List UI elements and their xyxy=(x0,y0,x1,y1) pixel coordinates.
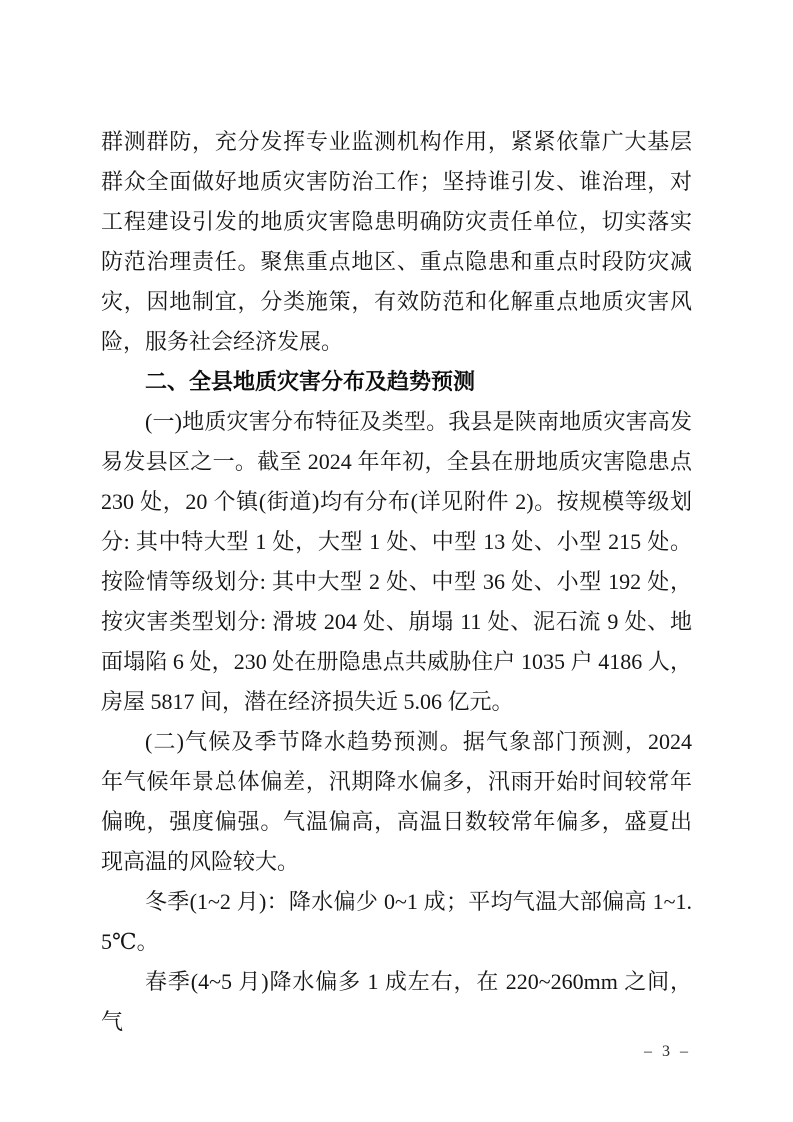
paragraph-lead: (一)地质灾害分布特征及类型。 xyxy=(145,409,449,434)
paragraph: 群测群防，充分发挥专业监测机构作用，紧紧依靠广大基层群众全面做好地质灾害防治工作；坚持谁引发、谁治理，对工程建设引发的地质灾害隐患明确防灾责任单位，切实落实防范治理责任。聚焦重点地区、重点隐患和重点时段防灾减灾，因地制宜，分类施策，有效防范和化解重点地质灾害风险，服务社会经济发展。 xyxy=(101,129,692,354)
page-footer xyxy=(644,1042,691,1062)
paragraph: 春季(4~5 月)降水偏多 1 成左右，在 220~260mm 之间，气 xyxy=(101,969,692,1034)
paragraph: (二)气候及季节降水趋势预测。据气象部门预测，2024 年气候年景总体偏差，汛期降水偏多，汛雨开始时间较常年偏晚，强度偏强。气温偏高，高温日数较常年偏多，盛夏出现高温的风险较大。 xyxy=(101,729,692,874)
paragraph: 冬季(1~2 月)：降水偏少 0~1 成；平均气温大部偏高 1~1.5℃。 xyxy=(101,889,692,954)
document-body xyxy=(101,122,692,1042)
section-heading: 二、全县地质灾害分布及趋势预测 xyxy=(145,369,476,394)
page-number: – 3 – xyxy=(644,1043,691,1060)
paragraph: (一)地质灾害分布特征及类型。我县是陕南地质灾害高发易发县区之一。截至 2024 年年初，全县在册地质灾害隐患点 230 处，20 个镇(街道)均有分布(详见附件 2)。按规模等级划分: 其中特大型 1 处，大型 1 处、中型 13 处、小型 215 处。按险情等级划分: 其中大型 2 处、中型 36 处、小型 192 处，按灾害类型划分: 滑坡 204 处、崩塌 11 处、泥石流 9 处、地面塌陷 6 处，230 处在册隐患点共威胁住户 1035 户 4186 人，房屋 5817 间，潜在经济损失近 5.06 亿元。 xyxy=(101,409,692,714)
paragraph-lead: (二)气候及季节降水趋势预测。 xyxy=(145,729,463,754)
